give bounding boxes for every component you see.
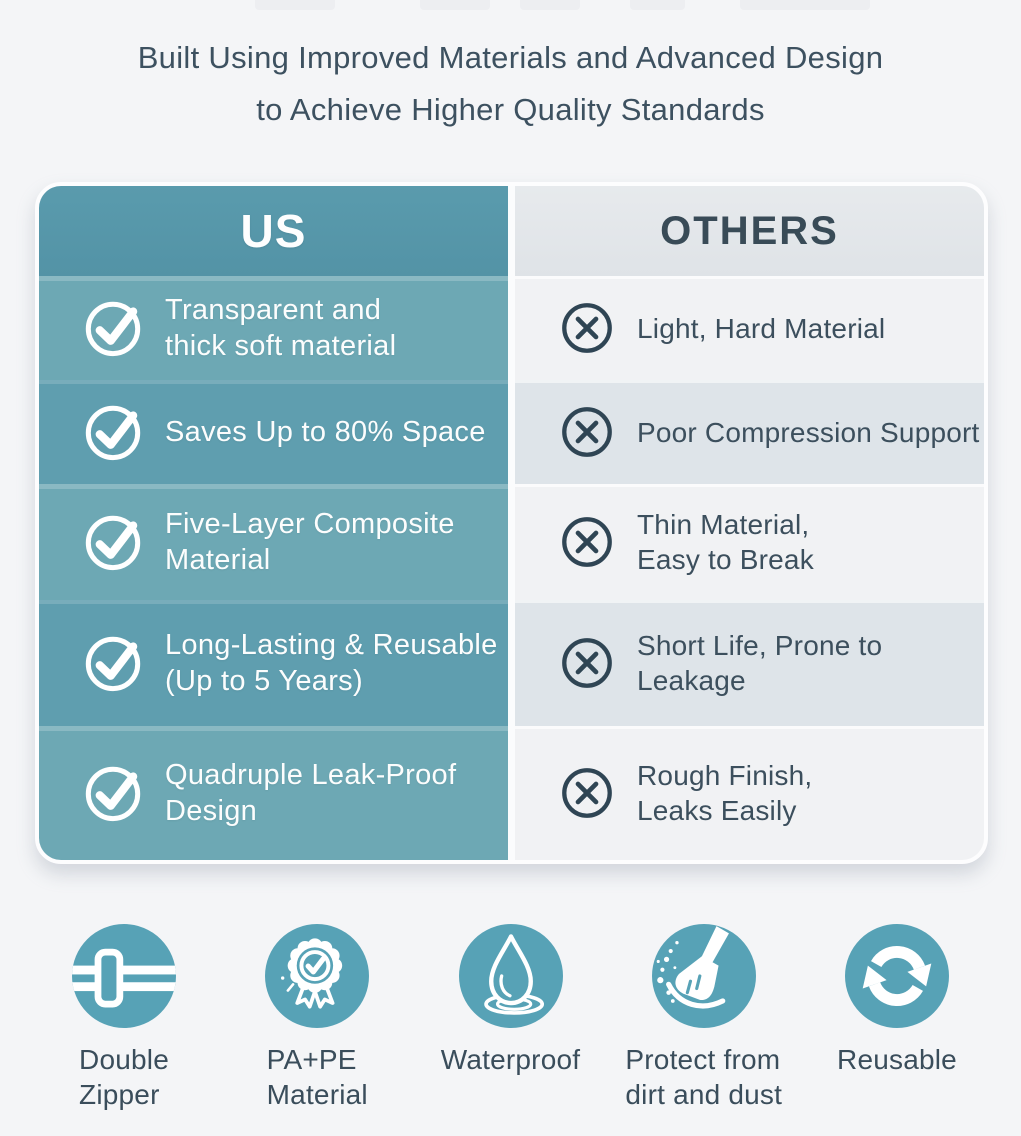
feature-label: Waterproof	[440, 1044, 581, 1075]
others-row-text: Poor Compression Support	[637, 416, 980, 448]
feature-waterproof	[415, 924, 607, 1112]
table-row-us-2	[39, 380, 508, 484]
feature-label: Double Zipper	[79, 1044, 169, 1110]
feature-label: Protect from dirt and dust	[625, 1044, 783, 1110]
table-row-others-1	[515, 276, 984, 380]
others-column-header	[515, 186, 984, 276]
table-row-us-1	[39, 276, 508, 380]
comparison-grid	[39, 186, 984, 860]
check-icon	[81, 400, 145, 464]
cross-icon	[557, 633, 617, 693]
us-column-header	[39, 186, 508, 276]
cross-icon	[557, 298, 617, 358]
us-row-text: Quadruple Leak-Proof Design	[165, 759, 457, 827]
table-row-us-4	[39, 600, 508, 726]
us-row-text: Transparent and thick soft material	[165, 294, 397, 362]
others-header-label: OTHERS	[660, 208, 839, 253]
table-row-us-3	[39, 484, 508, 600]
check-icon	[81, 296, 145, 360]
us-row-text: Five-Layer Composite Material	[165, 508, 455, 576]
us-header-label: US	[240, 205, 307, 257]
cross-icon	[557, 512, 617, 572]
feature-label: Reusable	[837, 1044, 957, 1075]
others-row-text: Thin Material, Easy to Break	[637, 509, 814, 575]
table-row-others-2	[515, 380, 984, 484]
table-row-others-5	[515, 726, 984, 860]
us-row-text: Long-Lasting & Reusable (Up to 5 Years)	[165, 629, 498, 697]
medal-icon	[265, 924, 369, 1028]
table-row-others-4	[515, 600, 984, 726]
cross-icon	[557, 402, 617, 462]
recycle-icon	[845, 924, 949, 1028]
waterdrop-icon	[459, 924, 563, 1028]
others-row-text: Light, Hard Material	[637, 312, 886, 344]
comparison-table	[35, 182, 988, 864]
table-row-us-5	[39, 726, 508, 860]
feature-strip	[0, 924, 1021, 1112]
feature-label: PA+PE Material	[266, 1044, 368, 1110]
feature-reusable	[801, 924, 993, 1112]
zipper-icon	[72, 924, 176, 1028]
feature-pa-pe-material	[221, 924, 413, 1112]
us-row-text: Saves Up to 80% Space	[165, 416, 486, 448]
others-row-text: Rough Finish, Leaks Easily	[637, 760, 813, 826]
others-row-text: Short Life, Prone to Leakage	[637, 630, 883, 696]
table-row-others-3	[515, 484, 984, 600]
page-title: Built Using Improved Materials and Advanced Design to Achieve Higher Quality Standards	[137, 40, 884, 127]
broom-icon	[652, 924, 756, 1028]
cross-icon	[557, 763, 617, 823]
cropped-top-artifact	[0, 0, 1021, 14]
feature-protect-dirt-dust	[608, 924, 800, 1112]
check-icon	[81, 761, 145, 825]
feature-double-zipper	[28, 924, 220, 1112]
check-icon	[81, 631, 145, 695]
check-icon	[81, 510, 145, 574]
